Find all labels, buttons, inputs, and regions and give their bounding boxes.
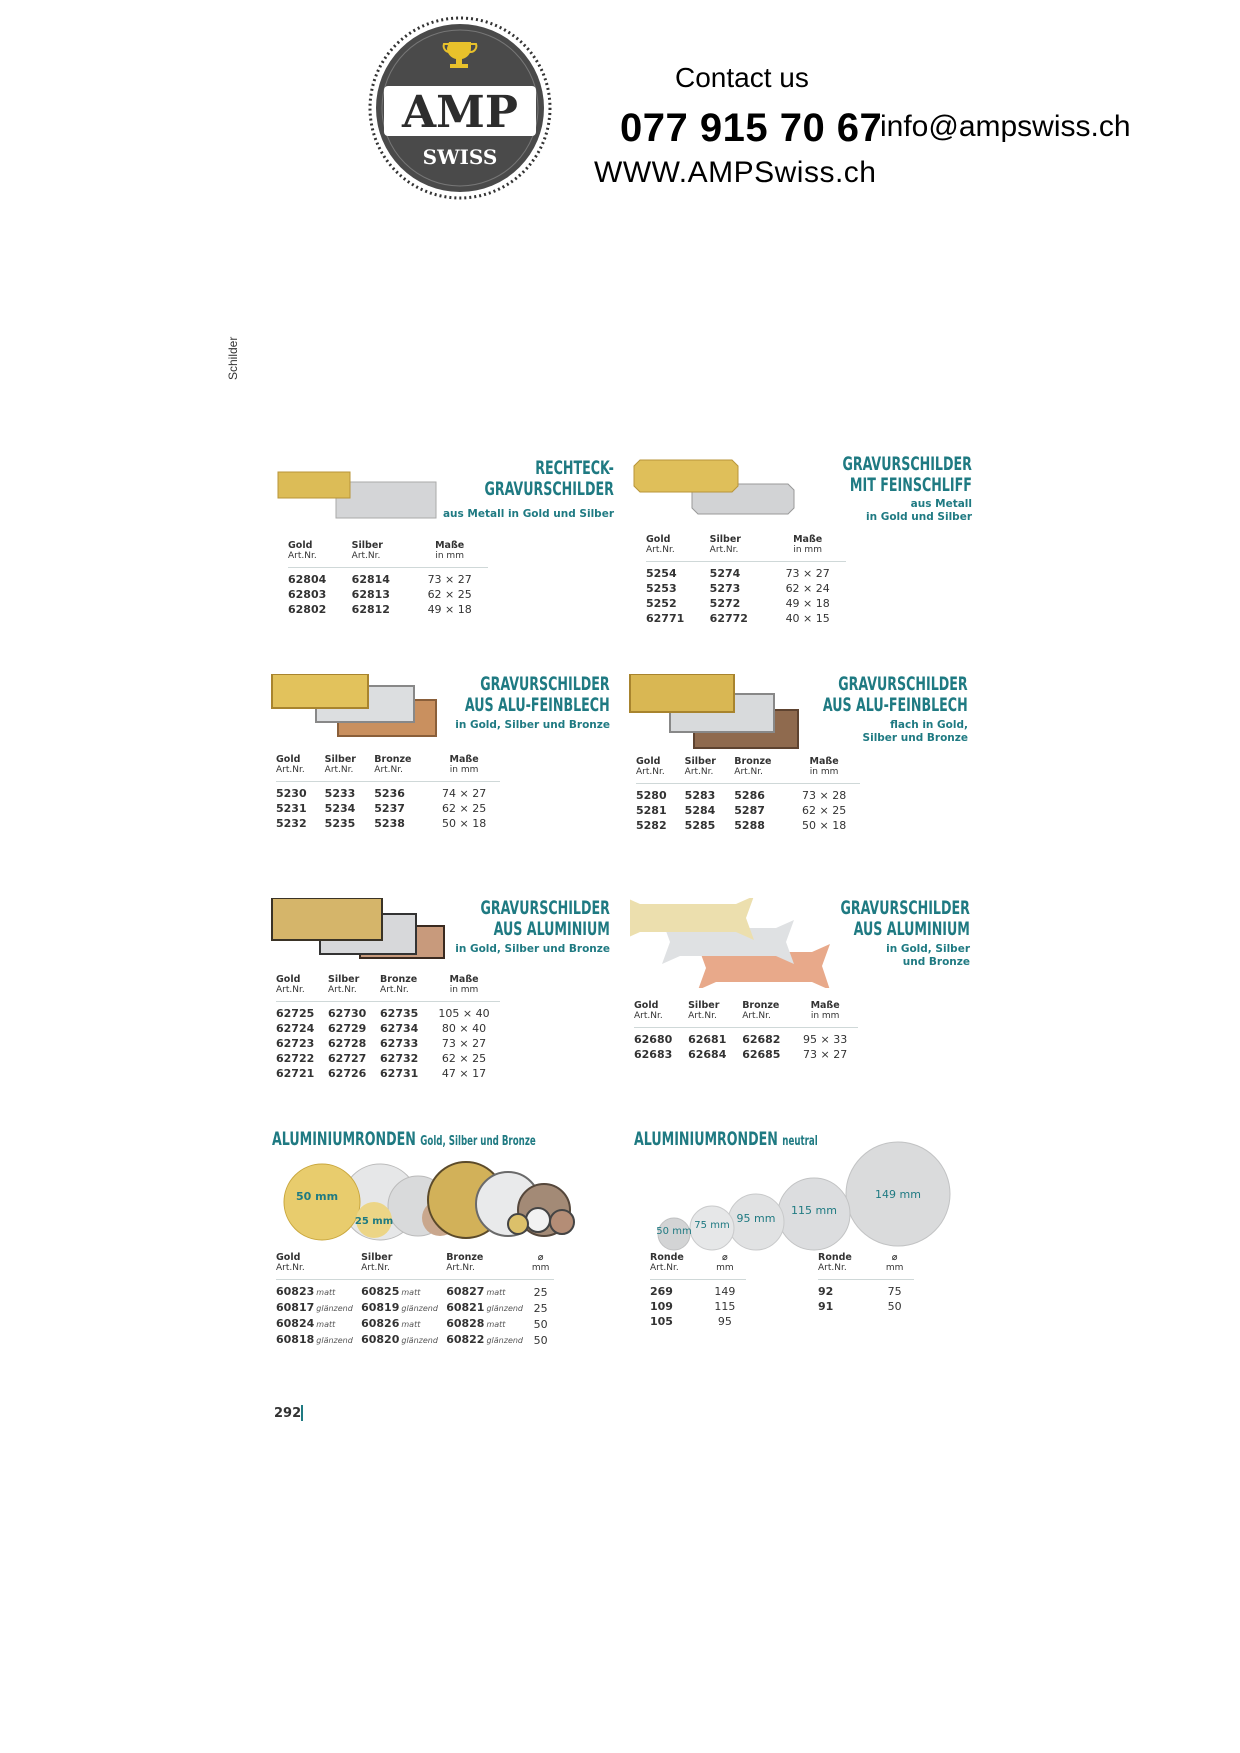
plate-image [632, 454, 802, 524]
table-row: 62683 62684 62685 73 × 27 [634, 1048, 848, 1061]
product-gravurschilder-alu-feinblech [270, 674, 610, 864]
block-title: GRAVURSCHILDER AUS ALU-FEINBLECH [465, 673, 610, 716]
spec-table [646, 534, 846, 625]
table-row: 62722 62727 62732 62 × 25 [276, 1052, 487, 1065]
col-gold: Gold Art.Nr. [276, 754, 305, 775]
col-silber: Silber Art.Nr. [684, 756, 716, 777]
spec-table [288, 540, 488, 616]
diameter-icon: ⌀ [537, 1252, 544, 1263]
table-row: 60823 matt 60825 matt 60827 matt 25 [276, 1285, 548, 1299]
table-row: 62771 62772 40 × 15 [646, 612, 830, 625]
col-gold: Gold Art.Nr. [288, 540, 317, 561]
table-row: 109 115 [650, 1300, 736, 1313]
block-title: GRAVURSCHILDER AUS ALUMINIUM [480, 897, 610, 940]
product-gravurschilder-aluminium-banner [630, 898, 970, 1088]
table-row: 62680 62681 62682 95 × 33 [634, 1033, 848, 1046]
col-diameter: ⌀ mm [531, 1252, 550, 1273]
ronden-right-table-b [818, 1252, 914, 1313]
col-silber: Silber Art.Nr. [361, 1252, 393, 1273]
ronden-left-table [276, 1252, 554, 1347]
col-masse: Maße in mm [449, 974, 479, 995]
col-masse: Maße in mm [793, 534, 823, 555]
contact-title: Contact us [675, 62, 809, 93]
table-row: 62804 62814 73 × 27 [288, 573, 472, 586]
table-row: 5254 5274 73 × 27 [646, 567, 830, 580]
block-subtitle: in Gold, Silber und Bronze [455, 943, 610, 955]
website-link[interactable]: WWW.AMPSwiss.ch [594, 156, 877, 189]
spec-table [636, 756, 860, 832]
plate-image [628, 674, 808, 754]
table-row: 5253 5273 62 × 24 [646, 582, 830, 595]
col-diameter: ⌀ mm [885, 1252, 904, 1273]
ronden-left-image [282, 1160, 588, 1244]
product-rechteck-gravurschilder [274, 458, 614, 648]
col-ronde: Ronde Art.Nr. [650, 1252, 684, 1273]
block-subtitle: aus Metall in Gold und Silber [865, 498, 972, 523]
spec-table [276, 974, 500, 1080]
table-row: 60817 glänzend 60819 glänzend 60821 glänzend 25 [276, 1301, 548, 1315]
table-row: 269 149 [650, 1285, 736, 1298]
table-row: 92 75 [818, 1285, 902, 1298]
col-silber: Silber Art.Nr. [709, 534, 741, 555]
table-row: 5281 5284 5287 62 × 25 [636, 804, 847, 817]
disc-label-75: 75 mm [694, 1220, 730, 1231]
disc-label-95: 95 mm [736, 1212, 776, 1225]
col-masse: Maße in mm [449, 754, 479, 775]
col-bronze: Bronze Art.Nr. [374, 754, 412, 775]
product-gravurschilder-aluminium [270, 898, 610, 1088]
col-ronde: Ronde Art.Nr. [818, 1252, 852, 1273]
logo-text-amp: AMP [402, 87, 518, 138]
table-row: 5230 5233 5236 74 × 27 [276, 787, 487, 800]
product-gravurschilder-alu-feinblech-flach [628, 674, 968, 864]
ronden-left-title: ALUMINIUMRONDEN Gold, Silber und Bronze [272, 1128, 536, 1150]
table-row: 62721 62726 62731 47 × 17 [276, 1067, 487, 1080]
col-masse: Maße in mm [435, 540, 465, 561]
col-gold: Gold Art.Nr. [646, 534, 675, 555]
table-row: 60824 matt 60826 matt 60828 matt 50 [276, 1317, 548, 1331]
table-row: 62724 62729 62734 80 × 40 [276, 1022, 487, 1035]
col-masse: Maße in mm [810, 1000, 840, 1021]
col-bronze: Bronze Art.Nr. [734, 756, 772, 777]
plate-image [630, 898, 840, 988]
ronden-right-title: ALUMINIUMRONDEN neutral [634, 1128, 818, 1150]
ronden-right-table-a [650, 1252, 746, 1328]
table-row: 5252 5272 49 × 18 [646, 597, 830, 610]
block-title: GRAVURSCHILDER MIT FEINSCHLIFF [842, 453, 972, 496]
col-bronze: Bronze Art.Nr. [446, 1252, 484, 1273]
disc-label-149: 149 mm [875, 1188, 921, 1201]
table-row: 60818 glänzend 60820 glänzend 60822 glänzend 50 [276, 1333, 548, 1347]
col-silber: Silber Art.Nr. [351, 540, 383, 561]
block-subtitle: in Gold, Silber und Bronze [886, 943, 970, 968]
table-row: 62723 62728 62733 73 × 27 [276, 1037, 487, 1050]
table-row: 62802 62812 49 × 18 [288, 603, 472, 616]
col-silber: Silber Art.Nr. [328, 974, 360, 995]
table-row: 91 50 [818, 1300, 902, 1313]
table-row: 62803 62813 62 × 25 [288, 588, 472, 601]
table-row: 5280 5283 5286 73 × 28 [636, 789, 847, 802]
col-bronze: Bronze Art.Nr. [742, 1000, 780, 1021]
col-bronze: Bronze Art.Nr. [380, 974, 418, 995]
ronden-right-image [656, 1138, 956, 1258]
table-row: 5282 5285 5288 50 × 18 [636, 819, 847, 832]
col-silber: Silber Art.Nr. [324, 754, 356, 775]
logo-text-swiss: SWISS [422, 145, 498, 169]
spec-table [634, 1000, 858, 1061]
block-subtitle: in Gold, Silber und Bronze [455, 719, 610, 731]
diameter-icon: ⌀ [722, 1252, 728, 1263]
page-number-divider [301, 1405, 303, 1421]
plate-image [270, 674, 450, 744]
phone-number[interactable]: 077 915 70 67 [620, 106, 883, 150]
block-title: RECHTECK- GRAVURSCHILDER [484, 457, 614, 500]
disc-label: 25 mm [354, 1216, 394, 1227]
table-row: 5231 5234 5237 62 × 25 [276, 802, 487, 815]
table-row: 105 95 [650, 1315, 732, 1328]
diameter-icon: ⌀ [891, 1252, 898, 1263]
email-link[interactable]: info@ampswiss.ch [880, 110, 1131, 143]
col-gold: Gold Art.Nr. [634, 1000, 663, 1021]
page-number: 292 [274, 1406, 302, 1421]
table-row: 5232 5235 5238 50 × 18 [276, 817, 487, 830]
disc-label-115: 115 mm [791, 1204, 837, 1217]
plate-image [270, 898, 450, 968]
col-gold: Gold Art.Nr. [636, 756, 665, 777]
plate-image [274, 458, 444, 528]
col-gold: Gold Art.Nr. [276, 974, 305, 995]
section-label: Schilder [226, 336, 240, 380]
col-masse: Maße in mm [809, 756, 839, 777]
col-diameter: ⌀ mm [716, 1252, 734, 1273]
disc-label-50: 50 mm [656, 1226, 692, 1237]
spec-table [276, 754, 500, 830]
block-subtitle: aus Metall in Gold und Silber [442, 508, 614, 520]
block-title: GRAVURSCHILDER AUS ALU-FEINBLECH [823, 673, 968, 716]
col-silber: Silber Art.Nr. [688, 1000, 720, 1021]
disc-label: 50 mm [295, 1190, 339, 1203]
block-title: GRAVURSCHILDER AUS ALUMINIUM [840, 897, 970, 940]
col-gold: Gold Art.Nr. [276, 1252, 305, 1273]
table-row: 62725 62730 62735 105 × 40 [276, 1007, 490, 1020]
block-subtitle: flach in Gold, Silber und Bronze [862, 719, 968, 744]
amp-swiss-logo [366, 14, 554, 202]
product-gravurschilder-feinschliff [632, 454, 972, 644]
